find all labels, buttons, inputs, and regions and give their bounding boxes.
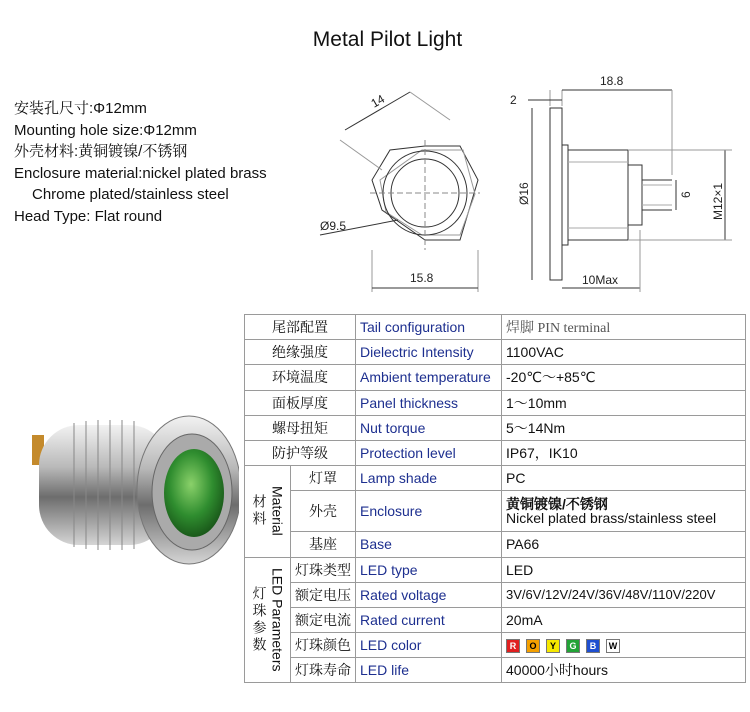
row-label-cn: 灯罩: [291, 466, 356, 491]
row-label-en: Rated voltage: [356, 582, 502, 607]
pilot-light-photo: [14, 385, 239, 585]
color-chip-o: O: [526, 639, 540, 653]
row-value: LED: [502, 557, 746, 582]
row-label-en: Dielectric Intensity: [356, 340, 502, 365]
row-value: 1100VAC: [502, 340, 746, 365]
row-value: 20mA: [502, 607, 746, 632]
side-thread: [568, 150, 628, 240]
row-label-en: Tail configuration: [356, 315, 502, 340]
dim-2: 2: [510, 93, 517, 107]
row-label-cn: 额定电压: [291, 582, 356, 607]
table-row: [245, 633, 746, 658]
spec-line-chrome: Chrome plated/stainless steel: [32, 186, 229, 203]
dim-10max: 10Max: [582, 273, 619, 287]
row-label-cn: 灯珠类型: [291, 557, 356, 582]
color-chip-y: Y: [546, 639, 560, 653]
row-label-cn: 绝缘强度: [245, 340, 356, 365]
row-label-cn: 防护等级: [245, 440, 356, 465]
table-row: [245, 491, 746, 532]
row-value: 焊脚 PIN terminal: [502, 315, 746, 340]
row-label-en: Ambient temperature: [356, 365, 502, 390]
table-row: [245, 532, 746, 557]
row-label-en: LED color: [356, 633, 502, 658]
row-value: PA66: [502, 532, 746, 557]
table-row: [245, 557, 746, 582]
row-label-en: Protection level: [356, 440, 502, 465]
dim-14: 14: [368, 91, 388, 111]
dim-6: 6: [679, 191, 693, 198]
side-body: [562, 145, 568, 245]
color-chip-list: [506, 639, 620, 653]
row-label-en: Panel thickness: [356, 390, 502, 415]
side-base: [628, 165, 642, 225]
enclosure-value-en: Nickel plated brass/stainless steel: [506, 510, 717, 527]
table-row: [245, 340, 746, 365]
row-value: -20℃～+85℃: [502, 365, 746, 390]
row-value: 5～14Nm: [502, 415, 746, 440]
enclosure-value-cn: 黄铜镀镍/不锈钢: [506, 496, 608, 513]
page-title: Metal Pilot Light: [312, 28, 463, 51]
led-group-en: LED Parameters: [269, 568, 286, 672]
side-flange: [550, 108, 562, 280]
row-label-cn: 额定电流: [291, 607, 356, 632]
table-row: [245, 466, 746, 491]
table-row: [245, 415, 746, 440]
dim-15-8: 15.8: [410, 271, 434, 285]
color-chip-b: B: [586, 639, 600, 653]
spec-line-en-hole: Mounting hole size:Φ12mm: [14, 121, 197, 139]
row-value: 3V/6V/12V/24V/36V/48V/110V/220V: [502, 582, 746, 607]
row-label-en: Base: [356, 532, 502, 557]
row-label-cn: 灯珠寿命: [291, 658, 356, 683]
table-row: [245, 582, 746, 607]
spec-line-cn-hole: 安装孔尺寸:Φ12mm: [14, 100, 147, 117]
row-label-en: Lamp shade: [356, 466, 502, 491]
led-color-swatches: [502, 633, 746, 658]
color-chip-g: G: [566, 639, 580, 653]
row-label-cn: 灯珠颜色: [291, 633, 356, 658]
row-label-cn: 螺母扭矩: [245, 415, 356, 440]
material-group-cn: 材料: [251, 494, 268, 529]
row-value: 1～10mm: [502, 390, 746, 415]
row-label-cn: 面板厚度: [245, 390, 356, 415]
row-label-en: Enclosure: [356, 491, 502, 532]
row-value: 40000小时hours: [502, 658, 746, 683]
dim-9-5: Ø9.5: [320, 219, 347, 233]
row-label-en: LED life: [356, 658, 502, 683]
row-label-cn: 环境温度: [245, 365, 356, 390]
color-chip-r: R: [506, 639, 520, 653]
row-label-en: Nut torque: [356, 415, 502, 440]
color-chip-w: W: [606, 639, 620, 653]
technical-drawing: [300, 70, 740, 310]
table-row: [245, 607, 746, 632]
spec-line-en-enclosure: Enclosure material:nickel plated brass: [14, 164, 267, 182]
parameter-table: [244, 314, 746, 683]
table-row: [245, 365, 746, 390]
row-value: IP67，IK10: [502, 440, 746, 465]
row-label-cn: 尾部配置: [245, 315, 356, 340]
spec-line-cn-enclosure: 外壳材料:黄铜镀镍/不锈钢: [14, 143, 188, 160]
material-group-en: Material: [269, 486, 286, 537]
row-label-cn: 外壳: [291, 491, 356, 532]
row-label-en: Rated current: [356, 607, 502, 632]
row-value: [502, 491, 746, 532]
material-group-label: [245, 466, 291, 557]
table-row: [245, 440, 746, 465]
dim-m12: M12×1: [711, 182, 725, 220]
spec-list: [14, 98, 267, 227]
dim-18-8: 18.8: [600, 74, 624, 88]
led-group-label: [245, 557, 291, 683]
table-row: [245, 315, 746, 340]
led-group-cn: 灯珠参数: [251, 585, 268, 654]
spec-line-head-type: Head Type: Flat round: [14, 207, 163, 225]
table-row: [245, 658, 746, 683]
table-row: [245, 390, 746, 415]
row-value: PC: [502, 466, 746, 491]
row-label-en: LED type: [356, 557, 502, 582]
dim-16: Ø16: [517, 182, 531, 205]
row-label-cn: 基座: [291, 532, 356, 557]
